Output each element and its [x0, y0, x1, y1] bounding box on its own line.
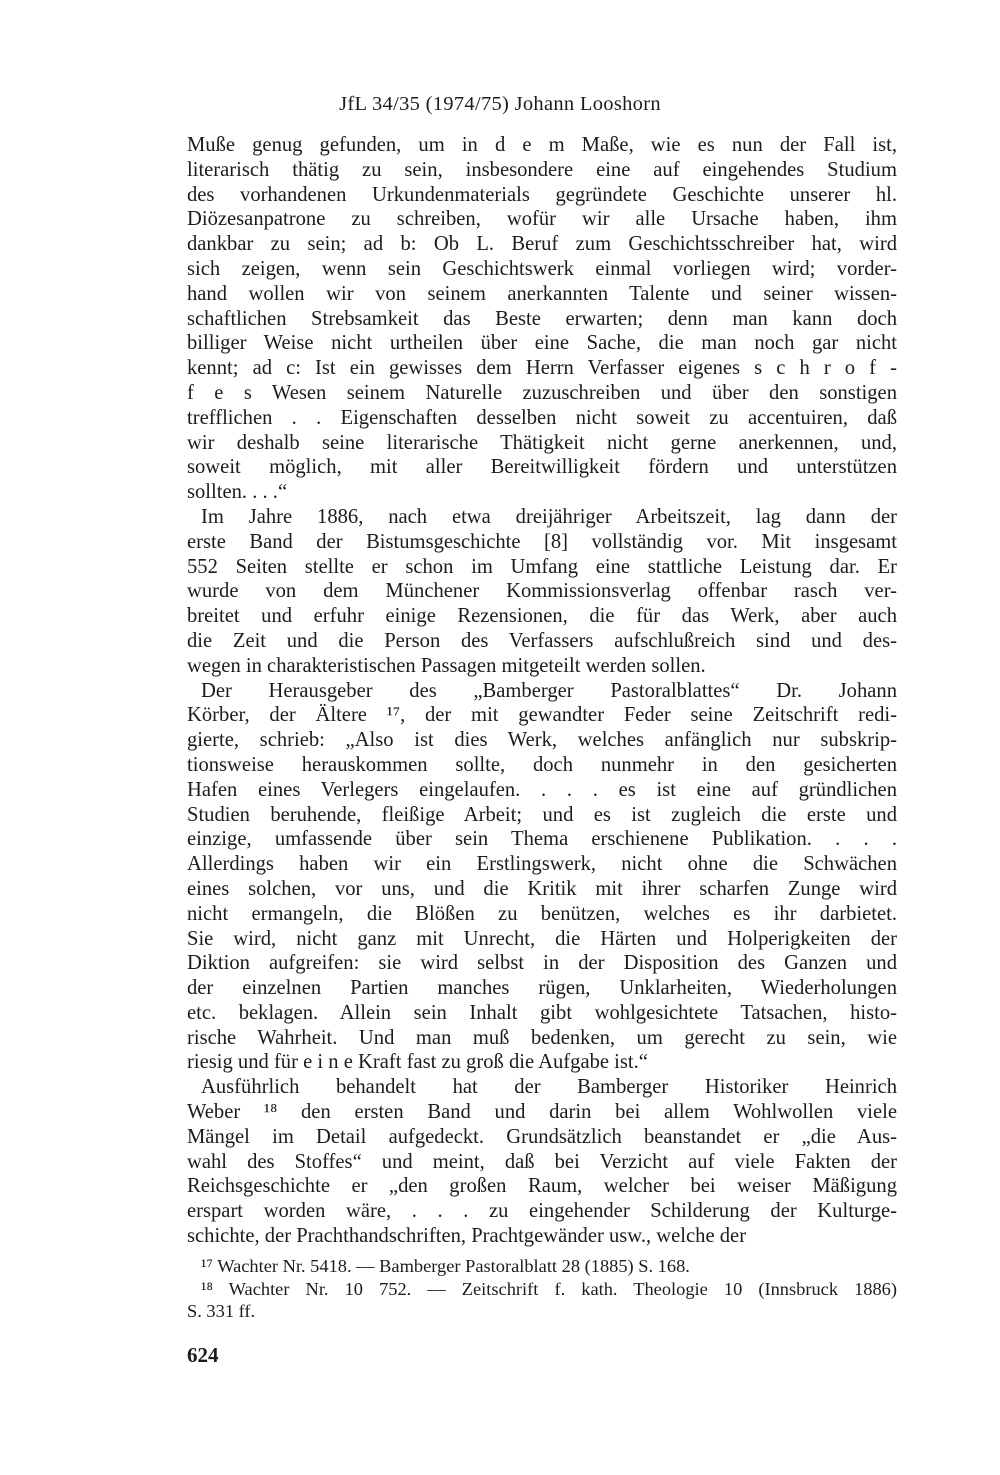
text-line: etc. beklagen. Allein sein Inhalt gibt wohlgesichtete Tatsachen, histo-	[187, 1001, 897, 1024]
text-line: eines solchen, vor uns, und die Kritik mit ihrer scharfen Zunge wird	[187, 877, 897, 900]
text-line: soweit möglich, mit aller Bereitwilligkeit fördern und unterstützen	[187, 456, 897, 479]
text-line: trefflichen . . Eigenschaften desselben nicht soweit zu accentuiren, daß	[187, 406, 897, 429]
text-line: Weber ¹⁸ den ersten Band und darin bei allem Wohlwollen viele	[187, 1101, 897, 1124]
text-line: Reichsgeschichte er „den großen Raum, welcher bei weiser Mäßigung	[187, 1175, 897, 1198]
text-line: dankbar zu sein; ad b: Ob L. Beruf zum Geschichtsschreiber hat, wird	[187, 233, 897, 256]
text-line: sollten. . . .“	[187, 481, 288, 504]
text-line: hand wollen wir von seinem anerkannten Talente und seiner wissen-	[187, 282, 897, 305]
text-line: nicht ermangeln, die Blößen zu benützen, welches es ihr darbietet.	[187, 902, 897, 925]
text-line: die Zeit und die Person des Verfassers aufschlußreich sind und des-	[187, 629, 897, 652]
text-line: Im Jahre 1886, nach etwa dreijähriger Arbeitszeit, lag dann der	[201, 505, 897, 528]
text-line: 552 Seiten stellte er schon im Umfang eine stattliche Leistung dar. Er	[187, 555, 897, 578]
text-line: wahl des Stoffes“ und meint, daß bei Verzicht auf viele Fakten der	[187, 1150, 897, 1173]
text-line: sich zeigen, wenn sein Geschichtswerk einmal vorliegen wird; vorder-	[187, 257, 897, 280]
text-line: Sie wird, nicht ganz mit Unrecht, die Härten und Holperigkeiten der	[187, 927, 897, 950]
text-line: schaftlichen Strebsamkeit das Beste erwarten; denn man kann doch	[187, 307, 897, 330]
text-line: billiger Weise nicht urtheilen über eine Sache, die man noch gar nicht	[187, 332, 897, 355]
text-line: erste Band der Bistumsgeschichte [8] vollständig vor. Mit insgesamt	[187, 530, 897, 553]
text-line: Der Herausgeber des „Bamberger Pastoralblattes“ Dr. Johann	[201, 679, 897, 702]
text-line: wurde von dem Münchener Kommissionsverlag offenbar rasch ver-	[187, 580, 897, 603]
text-line: literarisch thätig zu sein, insbesondere eine auf eingehendes Studium	[187, 158, 897, 181]
text-line: Allerdings haben wir ein Erstlingswerk, nicht ohne die Schwächen	[187, 853, 897, 876]
footnote-line: S. 331 ff.	[187, 1301, 256, 1321]
text-line: kennt; ad c: Ist ein gewisses dem Herrn Verfasser eigenes s c h r o f -	[187, 357, 897, 380]
running-head: JfL 34/35 (1974/75) Johann Looshorn	[339, 93, 661, 115]
text-line: wir deshalb seine literarische Thätigkeit nicht gerne anerkennen, und,	[187, 431, 897, 454]
text-line: erspart worden wäre, . . . zu eingehender Schilderung der Kulturge-	[187, 1200, 897, 1223]
text-line: Diözesanpatrone zu schreiben, wofür wir alle Ursache haben, ihm	[187, 208, 897, 231]
text-line: Studien beruhende, fleißige Arbeit; und es ist zugleich die erste und	[187, 803, 897, 826]
text-line: breitet und erfuhr einige Rezensionen, die für das Werk, aber auch	[187, 605, 897, 628]
text-line: tionsweise herauskommen sollte, doch nunmehr in den gesicherten	[187, 753, 897, 776]
text-line: gierte, schrieb: „Also ist dies Werk, welches anfänglich nur subskrip-	[187, 729, 897, 752]
text-line: Diktion aufgreifen: sie wird selbst in der Disposition des Ganzen und	[187, 952, 897, 975]
footnote-line: ¹⁷ Wachter Nr. 5418. — Bamberger Pastoralblatt 28 (1885) S. 168.	[201, 1256, 690, 1276]
text-line: f e s Wesen seinem Naturelle zuzuschreiben und über den sonstigen	[187, 381, 897, 404]
text-line: Muße genug gefunden, um in d e m Maße, wie es nun der Fall ist,	[187, 134, 897, 156]
paragraph	[187, 133, 897, 505]
text-line: einzige, umfassende über sein Thema erschienene Publikation. . . .	[187, 828, 897, 851]
footnotes	[187, 1255, 897, 1323]
text-line: Hafen eines Verlegers eingelaufen. . . . es ist eine auf gründlichen	[187, 778, 897, 801]
text-line: rische Wahrheit. Und man muß bedenken, um gerecht zu sein, wie	[187, 1026, 897, 1049]
footnote-line: ¹⁸ Wachter Nr. 10 752. — Zeitschrift f. kath. Theologie 10 (Innsbruck 1886)	[201, 1278, 897, 1299]
text-line: Körber, der Ältere ¹⁷, der mit gewandter Feder seine Zeitschrift redi-	[187, 704, 897, 727]
paragraph	[187, 505, 897, 679]
text-line: Ausführlich behandelt hat der Bamberger Historiker Heinrich	[201, 1076, 897, 1099]
body-text	[187, 133, 897, 1249]
paragraph	[187, 1075, 897, 1249]
text-line: des vorhandenen Urkundenmaterials gegründete Geschichte unserer hl.	[187, 183, 897, 206]
page-number: 624	[187, 1343, 219, 1367]
text-line: wegen in charakteristischen Passagen mitgeteilt werden sollen.	[187, 654, 706, 677]
footnote	[187, 1278, 897, 1323]
paragraph	[187, 679, 897, 1076]
text-line: der einzelnen Partien manches rügen, Unklarheiten, Wiederholungen	[187, 977, 897, 1000]
text-line: Mängel im Detail aufgedeckt. Grundsätzlich beanstandet er „die Aus-	[187, 1125, 897, 1148]
footnote	[187, 1255, 897, 1278]
text-line: riesig und für e i n e Kraft fast zu groß die Aufgabe ist.“	[187, 1051, 648, 1074]
text-line: schichte, der Prachthandschriften, Prachtgewänder usw., welche der	[187, 1225, 747, 1248]
